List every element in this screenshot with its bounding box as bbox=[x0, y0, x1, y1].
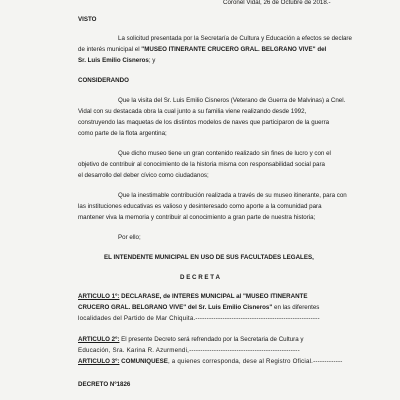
considerando-p2-line2: objetivo de contribuir al conocimiento de la historia misma con responsabilidad social para bbox=[78, 161, 325, 168]
articulo-2-line2: Educación, Sra. Karina R. Azurmendi,------------------------------------------------- bbox=[78, 347, 300, 354]
considerando-p1-line1: Que la visita del Sr. Luis Emilio Cisneros (Veterano de Guerra de Malvinas) a Cnel. bbox=[118, 97, 346, 104]
intendente-line: EL INTENDENTE MUNICIPAL EN USO DE SUS FACULTADES LEGALES, bbox=[104, 254, 314, 261]
articulo-3-label: ARTICULO 3º: bbox=[78, 358, 120, 365]
visto-line-3 bbox=[78, 57, 155, 65]
visto-line-3-tail: ; y bbox=[148, 57, 156, 64]
considerando-heading: CONSIDERANDO bbox=[78, 77, 129, 84]
articulo-1-line3: localidades del Partido de Mar Chiquita.------------------------------------------------------- bbox=[78, 315, 320, 322]
considerando-p1-line2: Vidal con su destacada obra la cual junto a su familia viene realizando desde 1992, bbox=[78, 108, 307, 115]
articulo-2-text: El presente Decreto será refrendado por la Secretaria de Cultura y bbox=[119, 336, 304, 343]
visto-line-1: La solicitud presentada por la Secretaría de Cultura y Educación a efectos se declare bbox=[118, 35, 352, 42]
cisneros-name-bold: Sr. Luis Emilio Cisneros bbox=[78, 57, 149, 64]
considerando-p3-line1: Que la inestimable contribución realizada a través de su museo itinerante, para con bbox=[118, 192, 347, 199]
considerando-p1-line4: como parte de la flota argentina; bbox=[78, 130, 167, 137]
articulo-1-text: DECLARASE, de INTERES MUNICIPAL al "MUSEO ITINERANTE bbox=[119, 293, 308, 300]
date-line: Coronel Vidal, 26 de Octubre de 2018.- bbox=[223, 0, 331, 6]
museo-name-bold: "MUSEO ITINERANTE CRUCERO GRAL. BELGRANO VIVE" del bbox=[141, 46, 327, 53]
visto-heading: VISTO bbox=[78, 16, 97, 23]
articulo-1-museo: CRUCERO GRAL. BELGRANO VIVE" del Sr. Luis Emilio Cisneros" bbox=[78, 304, 273, 311]
decreto-number: DECRETO Nº1826 bbox=[78, 381, 131, 388]
articulo-3-line1 bbox=[78, 358, 343, 366]
considerando-p3-line2: las instituciones educativas es valioso y desinteresado como aporte a la comunidad para bbox=[78, 203, 322, 210]
considerando-p2-line1: Que dicho museo tiene un gran contenido realizado sin fines de lucro y con el bbox=[118, 150, 331, 157]
considerando-p1-line3: construyendo las maquetas de los distintos modelos de naves que participaron de la guerra bbox=[78, 119, 330, 126]
articulo-1-line2 bbox=[78, 304, 319, 312]
articulo-2-line1 bbox=[78, 336, 303, 344]
articulo-1-line2-tail: en las diferentes bbox=[272, 304, 320, 311]
articulo-1-label: ARTICULO 1º: bbox=[78, 293, 120, 300]
articulo-2-label: ARTICULO 2º: bbox=[78, 336, 120, 343]
considerando-p2-line3: el desarrollo del deber cívico como ciudadanos; bbox=[78, 172, 209, 179]
articulo-3-comuniquese: COMUNIQUESE bbox=[119, 358, 168, 365]
articulo-1-line1 bbox=[78, 293, 307, 301]
decreta-heading: D E C R E T A bbox=[180, 274, 220, 281]
visto-line-2 bbox=[78, 46, 326, 54]
visto-line-2-text: de interés municipal el bbox=[78, 46, 142, 53]
considerando-p3-line3: mantener viva la memoria y contribuir al conocimiento a gran parte de nuestra historia; bbox=[78, 214, 316, 221]
por-ello: Por ello; bbox=[118, 234, 141, 241]
articulo-3-text: , a quienes corresponda, dese al Registro Oficial.------------- bbox=[167, 358, 343, 365]
